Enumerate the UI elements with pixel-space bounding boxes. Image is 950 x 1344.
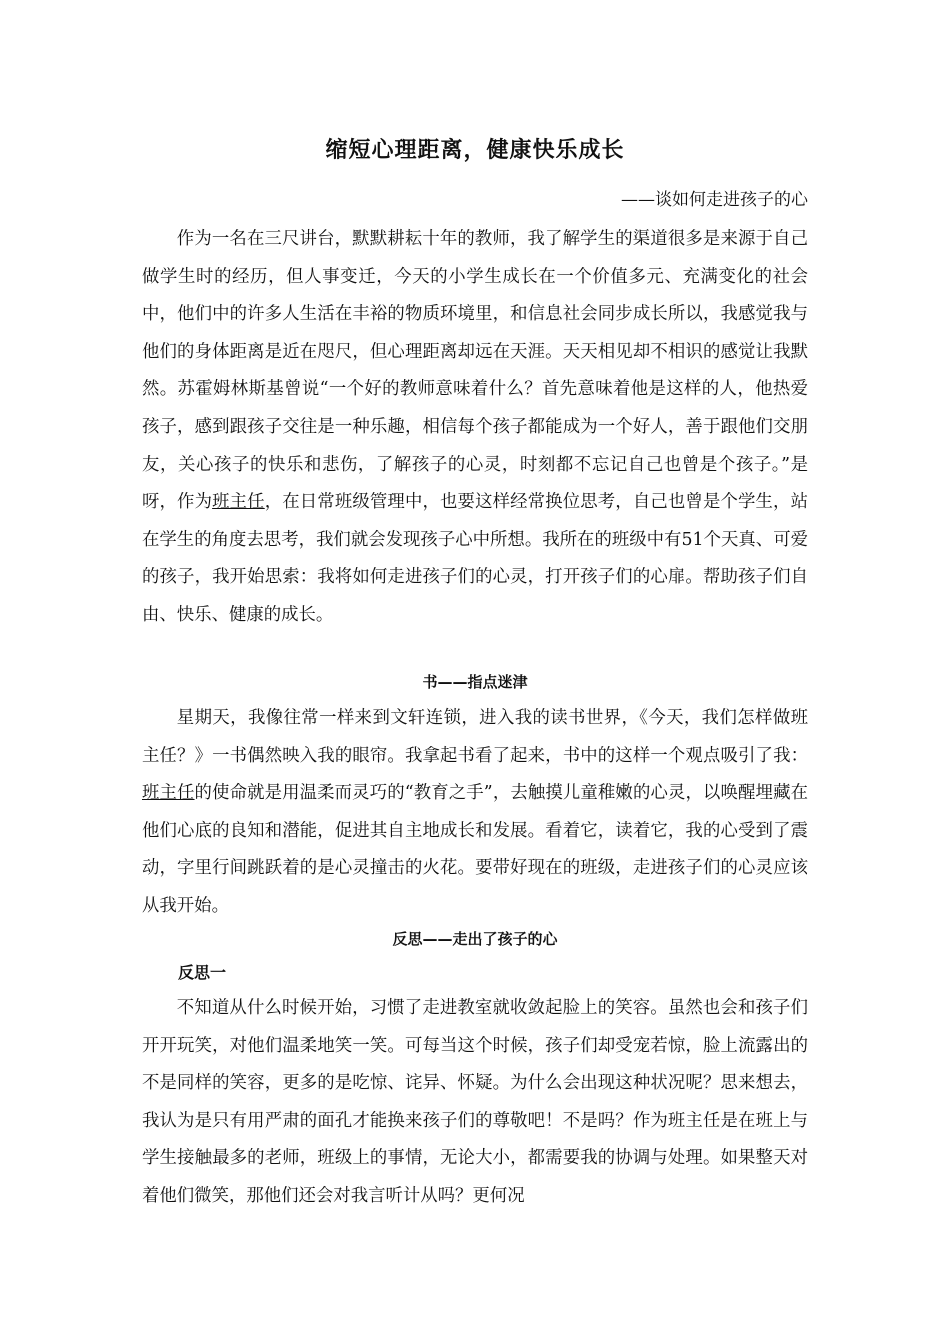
reflection-one-heading: 反思一	[178, 963, 227, 982]
section1-paragraph	[142, 700, 808, 926]
reflection-one-paragraph	[142, 990, 808, 1216]
document-title: 缩短心理距离，健康快乐成长	[325, 138, 625, 163]
reflection-one-text: 不知道从什么时候开始，习惯了走进教室就收敛起脸上的笑容。虽然也会和孩子们开开玩笑，对他们温柔地笑一笑。可每当这个时候，孩子们却受宠若惊，脸上流露出的不是同样的笑容，更多的是吃惊、诧异、怀疑。为什么会出现这种状况呢？思来想去，我认为是只有用严肃的面孔才能换来孩子们的尊敬吧！不是吗？作为班主任是在班上与学生接触最多的老师，班级上的事情，无论大小，都需要我的协调与处理。如果整天对着他们微笑，那他们还会对我言听计从吗？更何况	[142, 998, 808, 1206]
section1-text-a: 星期天，我像往常一样来到文轩连锁，进入我的读书世界，《今天，我们怎样做班主任？》一书偶然映入我的眼帘。我拿起书看了起来，书中的这样一个观点吸引了我：	[142, 708, 808, 766]
document-subtitle: ——谈如何走进孩子的心	[621, 190, 808, 210]
class-teacher-link[interactable]: 班主任	[212, 492, 265, 513]
section1-text-b: 的使命就是用温柔而灵巧的“教育之手”，去触摸儿童稚嫩的心灵，以唤醒埋藏在他们心底的良知和潜能，促进其自主地成长和发展。看着它，读着它，我的心受到了震动，字里行间跳跃着的是心灵撞击的火花。要带好现在的班级，走进孩子们的心灵应该从我开始。	[142, 783, 808, 916]
section-heading-book: 书——指点迷津	[422, 673, 528, 691]
section-heading-reflection: 反思——走出了孩子的心	[392, 930, 558, 948]
document-page	[142, 0, 808, 1344]
class-teacher-link-2[interactable]: 班主任	[142, 783, 195, 804]
intro-text-b: ，在日常班级管理中，也要这样经常换位思考，自己也曾是个学生，站在学生的角度去思考，我们就会发现孩子心中所想。我所在的班级中有51个天真、可爱的孩子，我开始思索：我将如何走进孩子们的心灵，打开孩子们的心扉。帮助孩子们自由、快乐、健康的成长。	[142, 492, 808, 625]
intro-paragraph	[142, 221, 808, 635]
intro-text-a: 作为一名在三尺讲台，默默耕耘十年的教师，我了解学生的渠道很多是来源于自己做学生时的经历，但人事变迁，今天的小学生成长在一个价值多元、充满变化的社会中，他们中的许多人生活在丰裕的物质环境里，和信息社会同步成长所以，我感觉我与他们的身体距离是近在咫尺，但心理距离却远在天涯。天天相见却不相识的感觉让我默然。苏霍姆林斯基曾说“一个好的教师意味着什么？首先意味着他是这样的人，他热爱孩子，感到跟孩子交往是一种乐趣，相信每个孩子都能成为一个好人，善于跟他们交朋友，关心孩子的快乐和悲伤，了解孩子的心灵，时刻都不忘记自己也曾是个孩子。”是呀，作为	[142, 229, 808, 513]
